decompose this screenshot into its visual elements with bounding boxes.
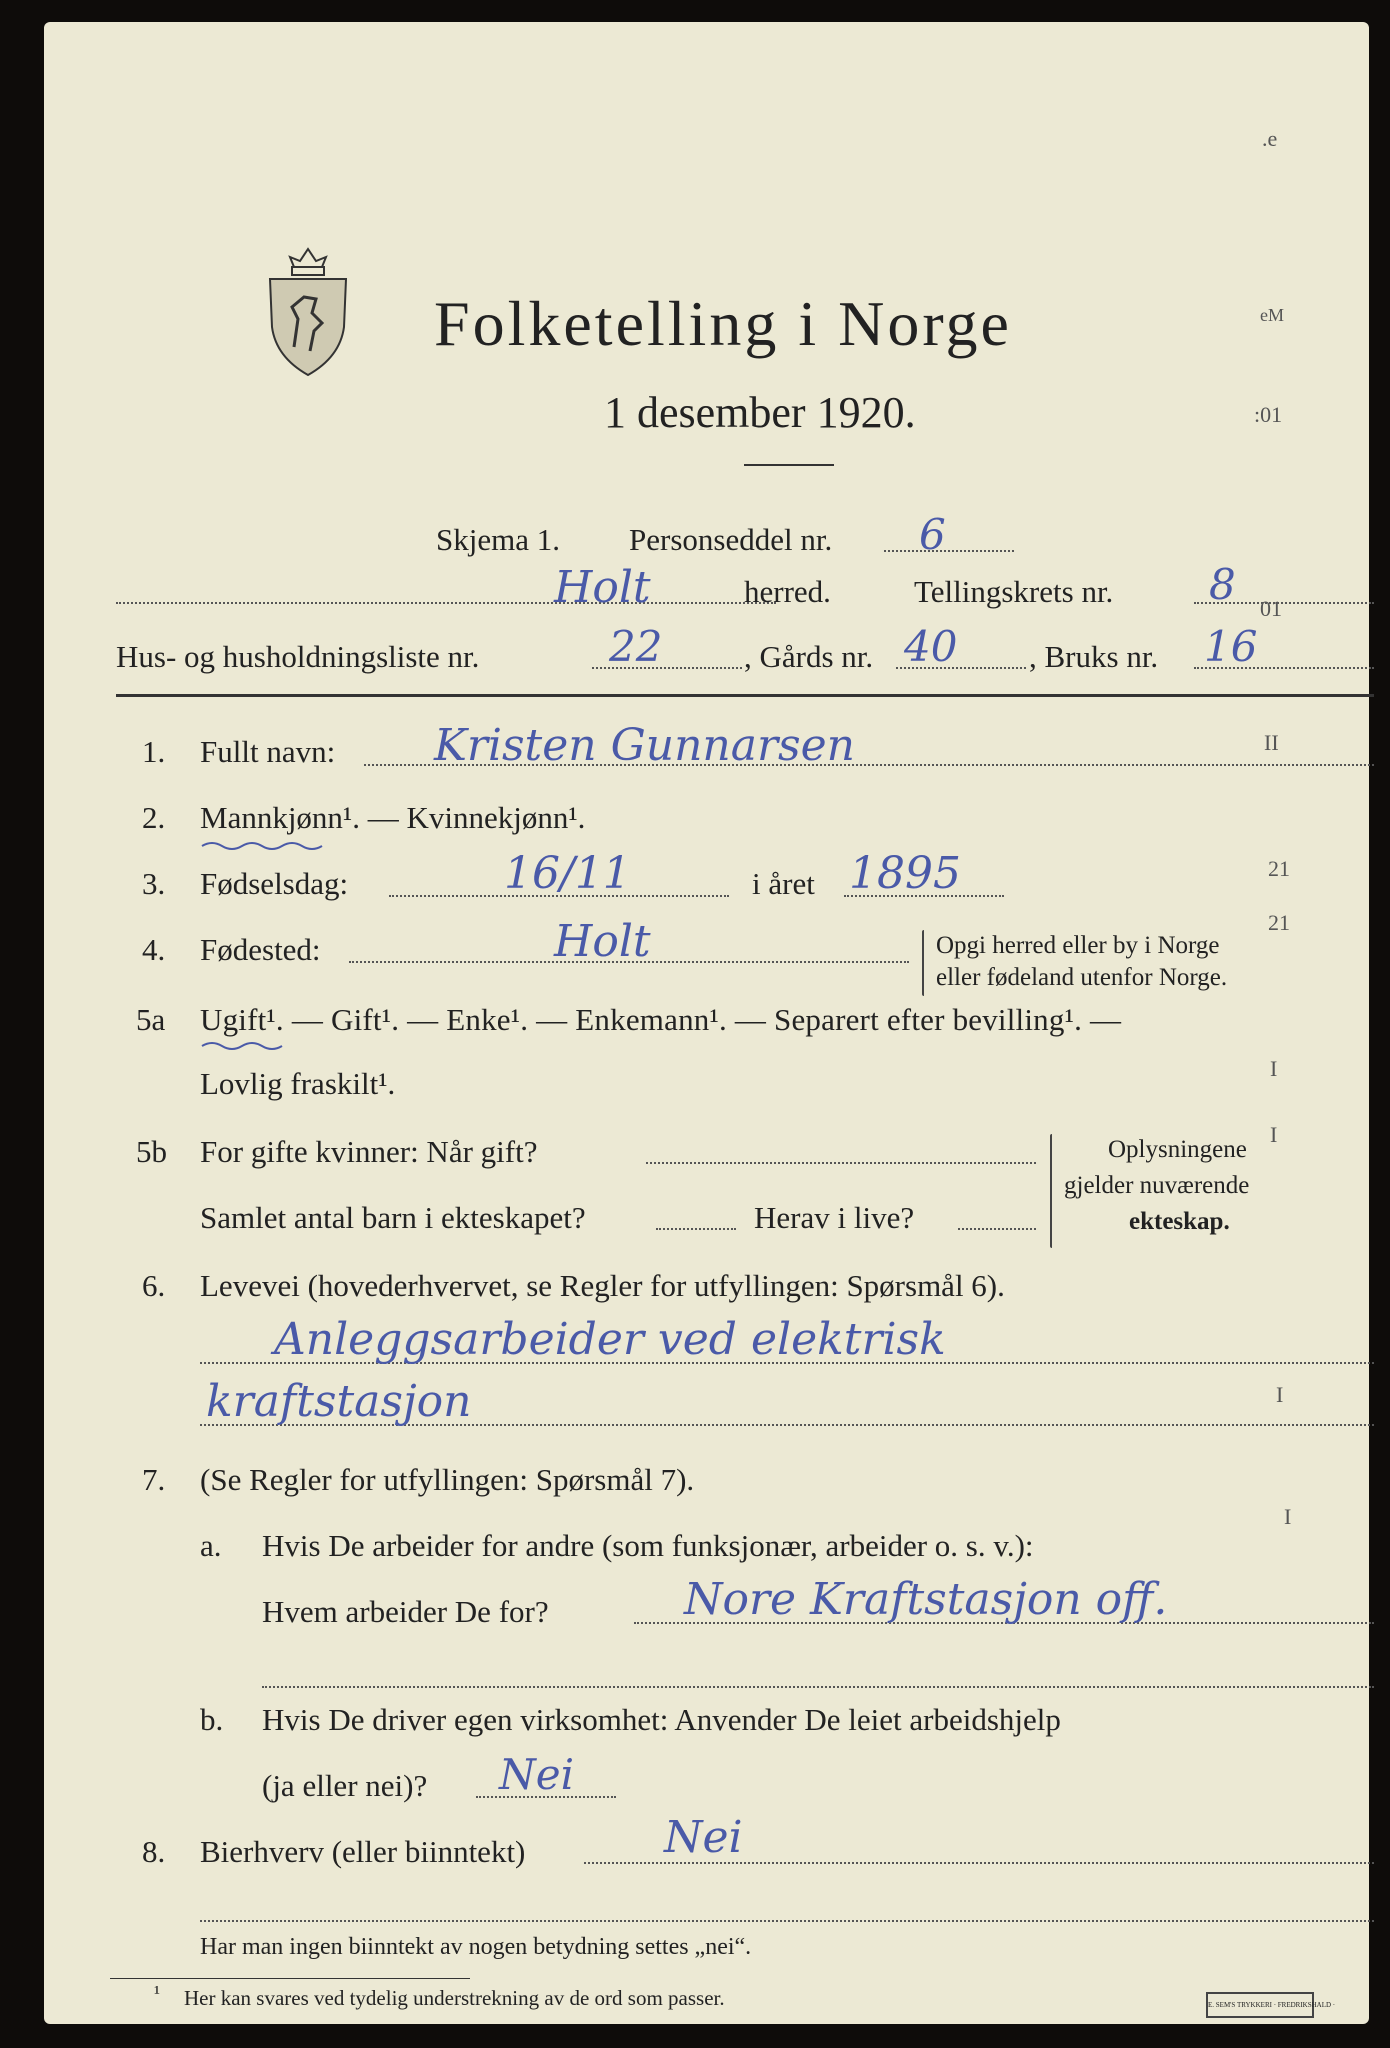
q7b-letter: b.: [200, 1702, 224, 1737]
q4-note-brace: [922, 930, 924, 996]
printer-stamp: E. SEM'S TRYKKERI · FREDRIKSHALD ·: [1206, 1992, 1314, 2018]
margin-mark: I: [1270, 1122, 1278, 1147]
q5b-note-line2: gjelder nuværende: [1064, 1172, 1250, 1199]
q5b-line1: For gifte kvinner: Når gift?: [200, 1134, 538, 1169]
footnote-mark: ¹: [154, 1982, 160, 2004]
q1-label: Fullt navn:: [200, 734, 336, 769]
q4-value[interactable]: Holt: [554, 916, 651, 967]
header-divider: [116, 694, 1374, 697]
personseddel-line: [884, 550, 1014, 552]
q5b-live-line: [958, 1228, 1036, 1230]
margin-mark: I: [1276, 1382, 1284, 1407]
personseddel-label: Personseddel nr.: [629, 522, 833, 557]
q4-note-line1: Opgi herred eller by i Norge: [936, 932, 1220, 959]
q7a-letter: a.: [200, 1528, 222, 1563]
q1-value[interactable]: Kristen Gunnarsen: [434, 720, 855, 771]
q8-label: Bierhverv (eller biinntekt): [200, 1834, 526, 1869]
q4-label: Fødested:: [200, 932, 321, 967]
footnote-divider: [110, 1978, 470, 1979]
herred-value[interactable]: Holt: [554, 562, 651, 613]
margin-mark: eM: [1260, 305, 1284, 325]
margin-mark: :01: [1254, 402, 1283, 427]
q7a-extra-line: [262, 1686, 1374, 1688]
q8-value[interactable]: Nei: [664, 1812, 743, 1863]
q6-value1[interactable]: Anleggsarbeider ved elektrisk: [274, 1314, 946, 1365]
q2-number: 2.: [142, 800, 166, 835]
hus-value[interactable]: 22: [609, 622, 663, 671]
herred-line: [116, 602, 776, 604]
margin-mark: .e: [1262, 126, 1278, 151]
q7a-value[interactable]: Nore Kraftstasjon off.: [684, 1574, 1168, 1625]
q6-number: 6.: [142, 1268, 166, 1303]
margin-mark: I: [1284, 1504, 1292, 1529]
personseddel-value[interactable]: 6: [919, 510, 946, 559]
q5b-barn-line: [656, 1228, 736, 1230]
q5b-line2a: Samlet antal barn i ekteskapet?: [200, 1200, 586, 1235]
q3-value[interactable]: 16/11: [504, 848, 631, 899]
q5b-note-brace: [1050, 1134, 1052, 1248]
q7a-line1: Hvis De arbeider for andre (som funksjonær, arbeider o. s. v.):: [262, 1528, 1034, 1563]
q5b-note-line1: Oplysningene: [1108, 1136, 1247, 1163]
norwegian-coat-of-arms-icon: [264, 227, 352, 377]
q5b-number: 5b: [136, 1134, 167, 1169]
q5b-gift-line: [646, 1162, 1036, 1164]
census-date: 1 desember 1920.: [604, 388, 916, 437]
footnote-text: Her kan svares ved tydelig understrekning av de ord som passer.: [184, 1986, 725, 2010]
q5a-underline-mark: [200, 1040, 290, 1052]
q5b-note-line3: ekteskap.: [1129, 1208, 1230, 1235]
q5a-number: 5a: [136, 1002, 166, 1037]
bruks-value[interactable]: 16: [1204, 622, 1258, 671]
tellingskrets-label: Tellingskrets nr.: [914, 574, 1114, 609]
margin-mark: I: [1270, 1056, 1278, 1081]
q7a-line2: Hvem arbeider De for?: [262, 1594, 549, 1629]
q6-label: Levevei (hovederhvervet, se Regler for utfyllingen: Spørsmål 6).: [200, 1268, 1005, 1303]
q7b-line1: Hvis De driver egen virksomhet: Anvender De leiet arbeidshjelp: [262, 1702, 1061, 1737]
margin-mark: 01: [1260, 596, 1282, 621]
q5b-line2b: Herav i live?: [754, 1200, 915, 1235]
q6-value2[interactable]: kraftstasjon: [206, 1376, 472, 1427]
footer-note: Har man ingen biinntekt av nogen betydning settes „nei“.: [200, 1934, 752, 1960]
q7b-line2: (ja eller nei)?: [262, 1768, 428, 1803]
q3-year-value[interactable]: 1895: [849, 848, 961, 899]
q1-number: 1.: [142, 734, 166, 769]
q8-extra-line: [200, 1920, 1374, 1922]
bruks-label: , Bruks nr.: [1029, 639, 1159, 674]
form-title: Folketelling i Norge: [434, 288, 1012, 359]
hus-label: Hus- og husholdningsliste nr.: [116, 639, 480, 674]
tellingskrets-value[interactable]: 8: [1209, 560, 1236, 609]
herred-label: herred.: [744, 574, 831, 609]
q3-number: 3.: [142, 866, 166, 901]
q8-number: 8.: [142, 1834, 166, 1869]
q3-label: Fødselsdag:: [200, 866, 349, 901]
skjema-label: Skjema 1.: [436, 522, 560, 557]
q4-number: 4.: [142, 932, 166, 967]
q2-underline-mark: [200, 840, 330, 852]
margin-mark: II: [1264, 730, 1279, 755]
q3-year-label: i året: [752, 866, 815, 901]
q7-label: (Se Regler for utfyllingen: Spørsmål 7).: [200, 1462, 695, 1497]
gards-value[interactable]: 40: [904, 622, 958, 671]
q2-label: Mannkjønn¹. — Kvinnekjønn¹.: [200, 800, 586, 835]
gards-label: , Gårds nr.: [744, 639, 874, 674]
title-divider: [744, 464, 834, 466]
q5a-line2: Lovlig fraskilt¹.: [200, 1066, 396, 1101]
q7-number: 7.: [142, 1462, 166, 1497]
census-form-sheet: [44, 22, 1369, 2024]
margin-mark: 21: [1268, 856, 1290, 881]
q7b-value[interactable]: Nei: [499, 1750, 575, 1799]
q4-note-line2: eller fødeland utenfor Norge.: [936, 964, 1228, 991]
q5a-line1: Ugift¹. — Gift¹. — Enke¹. — Enkemann¹. — Separert efter bevilling¹. —: [200, 1002, 1122, 1037]
margin-mark: 21: [1268, 910, 1290, 935]
